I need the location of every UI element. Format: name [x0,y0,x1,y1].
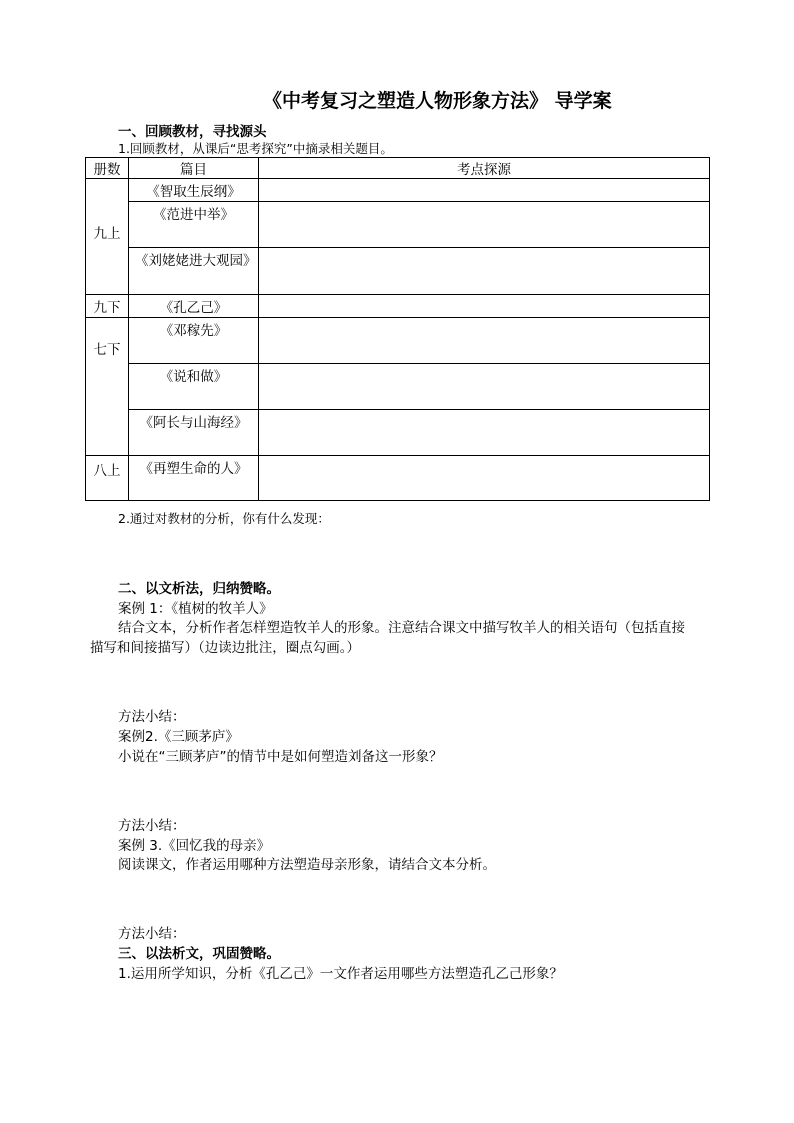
method-summary-1: 方法小结： [118,709,186,725]
source-cell[interactable] [259,295,710,318]
case2-title: 案例2.《三顾茅庐》 [118,729,239,745]
title-cell: 《邓稼先》 [129,318,259,364]
title-cell: 《刘姥姥进大观园》 [129,248,259,295]
section1-heading: 一、回顾教材，寻找源头 [118,124,267,140]
case1-title: 案例 1：《植树的牧羊人》 [118,601,273,617]
table-row [86,364,710,410]
volume-cell: 九上 [86,179,129,295]
case2-question: 小说在“三顾茅庐”的情节中是如何塑造刘备这一形象？ [118,749,443,765]
source-cell[interactable] [259,364,710,410]
title-cell: 《智取生辰纲》 [129,179,259,202]
title-cell: 《再塑生命的人》 [129,456,259,501]
method-summary-2: 方法小结： [118,818,186,834]
header-title: 篇目 [129,158,259,179]
source-cell[interactable] [259,410,710,456]
title-cell: 《孔乙己》 [129,295,259,318]
title-cell: 《说和做》 [129,364,259,410]
table-row [86,318,710,364]
table-row [86,248,710,295]
case1-line1: 结合文本，分析作者怎样塑造牧羊人的形象。注意结合课文中描写牧羊人的相关语句（包括直接 [118,620,685,636]
source-table [85,157,710,501]
section1-question1: 1.回顾教材，从课后“思考探究”中摘录相关题目。 [118,141,393,156]
page-title: 《中考复习之塑造人物形象方法》 导学案 [263,90,612,112]
method-summary-3: 方法小结： [118,926,186,942]
volume-cell: 九下 [86,295,129,318]
header-volume: 册数 [86,158,129,179]
source-cell[interactable] [259,248,710,295]
source-cell[interactable] [259,318,710,364]
volume-cell: 八上 [86,456,129,501]
table-row [86,410,710,456]
title-cell: 《范进中举》 [129,202,259,248]
case1-line2: 描写和间接描写）（边读边批注，圈点勾画。） [90,640,360,656]
table-row [86,202,710,248]
table-row [86,179,710,202]
header-source: 考点探源 [259,158,710,179]
case3-title: 案例 3.《回忆我的母亲》 [118,838,271,854]
table-row [86,295,710,318]
case3-question: 阅读课文，作者运用哪种方法塑造母亲形象，请结合文本分析。 [118,857,496,873]
section1-question2: 2.通过对教材的分析，你有什么发现： [118,511,330,526]
source-cell[interactable] [259,456,710,501]
source-cell[interactable] [259,179,710,202]
section2-heading: 二、以文析法，归纳赞略。 [118,581,280,597]
section3-heading: 三、以法析文，巩固赞略。 [118,946,280,962]
source-cell[interactable] [259,202,710,248]
volume-cell: 七下 [86,318,129,456]
section3-question1: 1.运用所学知识，分析《孔乙己》一文作者运用哪些方法塑造孔乙己形象？ [118,966,563,982]
table-row [86,456,710,501]
title-cell: 《阿长与山海经》 [129,410,259,456]
table-header-row [86,158,710,179]
